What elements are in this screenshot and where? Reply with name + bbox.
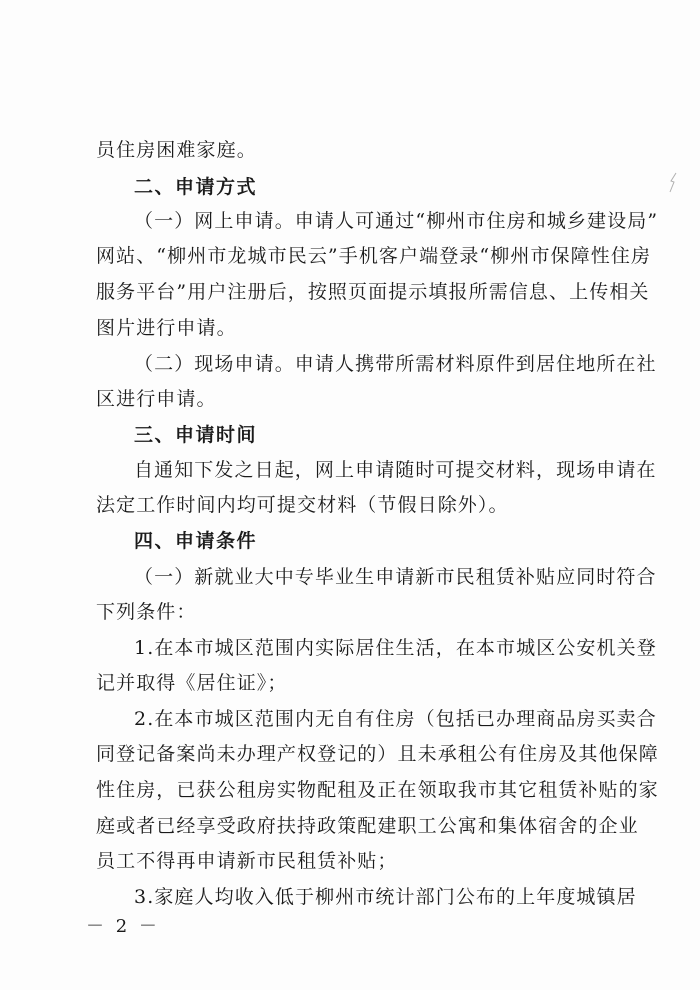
scan-mark-icon — [668, 172, 678, 194]
paragraph-line: 同登记备案尚未办理产权登记的）且未承租公有住房及其他保障 — [96, 743, 659, 765]
paragraph-line: （一）网上申请。申请人可通过“柳州市住房和城乡建设局” — [134, 210, 659, 232]
paragraph-line: 员工不得再申请新市民租赁补贴； — [96, 850, 398, 872]
paragraph-line: 区进行申请。 — [96, 388, 217, 410]
paragraph-line: 法定工作时间内均可提交材料（节假日除外）。 — [96, 494, 509, 516]
paragraph-line: 服务平台”用户注册后，按照页面提示填报所需信息、上传相关 — [96, 281, 650, 303]
paragraph-line: （一）新就业大中专毕业生申请新市民租赁补贴应同时符合 — [134, 566, 657, 588]
paragraph-line: 庭或者已经享受政府扶持政策配建职工公寓和集体宿舍的企业 — [96, 815, 639, 837]
paragraph-line: 记并取得《居住证》； — [96, 672, 288, 694]
paragraph-line: 自通知下发之日起，网上申请随时可提交材料，现场申请在 — [134, 459, 657, 481]
paragraph-line: 1.在本市城区范围内实际居住生活，在本市城区公安机关登 — [134, 637, 657, 659]
paragraph-line: 图片进行申请。 — [96, 317, 237, 339]
section-heading: 三、申请时间 — [134, 424, 258, 446]
page-number: － 2 － — [86, 916, 160, 937]
paragraph-line: 下列条件： — [96, 601, 197, 623]
paragraph-line: 员住房困难家庭。 — [96, 139, 257, 161]
paragraph-line: 2.在本市城区范围内无自有住房（包括已办理商品房买卖合 — [134, 708, 657, 730]
paragraph-line: 3.家庭人均收入低于柳州市统计部门公布的上年度城镇居 — [134, 886, 637, 908]
section-heading: 二、申请方式 — [134, 176, 258, 198]
paragraph-line: （二）现场申请。申请人携带所需材料原件到居住地所在社 — [134, 353, 657, 375]
paragraph-line: 网站、“柳州市龙城市民云”手机客户端登录“柳州市保障性住房 — [96, 245, 652, 267]
section-heading: 四、申请条件 — [134, 530, 258, 552]
paragraph-line: 性住房，已获公租房实物配租及正在领取我市其它租赁补贴的家 — [96, 779, 659, 801]
